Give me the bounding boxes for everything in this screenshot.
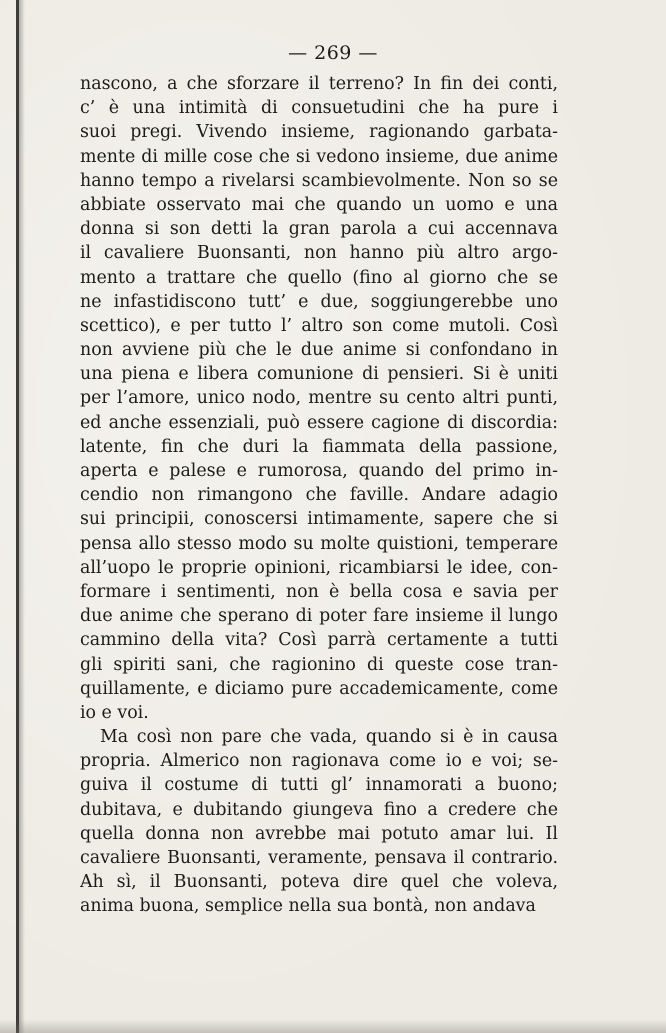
text-line: nascono, a che sforzare il terreno? In fin dei conti, <box>80 74 558 94</box>
text-line: cammino della vita? Così parrà certamente a tutti <box>80 630 558 651</box>
text-line: Ah sì, il Buonsanti, poteva dire quel che voleva, <box>80 872 558 893</box>
text-line: cavaliere Buonsanti, veramente, pensava il contrario. <box>80 848 558 868</box>
paragraph-2 <box>80 725 558 919</box>
text-line: ne infastidiscono tutt’ e due, soggiungerebbe uno <box>80 291 558 312</box>
text-line: una piena e libera comunione di pensieri. Si è uniti <box>80 364 558 385</box>
text-line: quella donna non avrebbe mai potuto amar lui. Il <box>80 823 558 844</box>
text-line: guiva il costume di tutti gl’ innamorati a buono; <box>80 775 558 796</box>
text-line: aperta e palese e rumorosa, quando del primo in- <box>80 461 558 481</box>
text-line: formare i sentimenti, non è bella cosa e savia per <box>80 581 558 602</box>
text-line: abbiate osservato mai che quando un uomo e una <box>80 194 558 215</box>
text-line: io e voi. <box>80 702 149 723</box>
text-line: pensa allo stesso modo su molte quistioni, temperare <box>80 533 558 554</box>
text-line: hanno tempo a rivelarsi scambievolmente. Non so se <box>80 170 558 191</box>
page-binding-shadow <box>19 0 25 1033</box>
text-line: il cavaliere Buonsanti, non hanno più altro argo- <box>80 243 558 264</box>
text-line: Ma così non pare che vada, quando si è in causa <box>100 727 558 748</box>
text-line: ed anche essenziali, può essere cagione di discordia: <box>80 412 558 433</box>
text-line: scettico), e per tutto l’ altro son come mutoli. Così <box>80 315 558 336</box>
text-line: per l’amore, unico nodo, mentre su cento altri punti, <box>80 388 558 409</box>
text-line: cendio non rimangono che faville. Andare adagio <box>80 485 558 506</box>
text-line: all’uopo le proprie opinioni, ricambiarsi le idee, con- <box>80 557 558 578</box>
text-line: c’ è una intimità di consuetudini che ha pure i <box>80 98 558 119</box>
text-line: sui principii, conoscersi intimamente, sapere che si <box>80 509 558 530</box>
text-line: due anime che sperano di poter fare insieme il lungo <box>80 606 558 627</box>
text-line: latente, fin che duri la fiammata della passione, <box>80 436 558 457</box>
text-line: anima buona, semplice nella sua bontà, non andava <box>80 896 536 917</box>
paragraph-1 <box>80 72 558 725</box>
text-line: quillamente, e diciamo pure accademicamente, come <box>80 678 558 699</box>
text-line: propria. Almerico non ragionava come io e voi; se- <box>80 751 558 772</box>
text-line: suoi pregi. Vivendo insieme, ragionando garbata- <box>80 122 558 143</box>
body-text <box>80 72 558 919</box>
text-line: dubitava, e dubitando giungeva fino a credere che <box>80 799 558 820</box>
text-line: non avviene più che le due anime si confondano in <box>80 340 558 361</box>
page-number: — 269 — <box>288 42 378 64</box>
text-line: mente di mille cose che si vedono insieme, due anime <box>80 146 558 167</box>
text-line: donna si son detti la gran parola a cui accennava <box>80 219 558 240</box>
text-line: gli spiriti sani, che ragionino di queste cose tran- <box>80 654 558 675</box>
page-bottom-shadow <box>0 1019 666 1033</box>
text-line: mento a trattare che quello (fino al giorno che se <box>80 267 558 288</box>
